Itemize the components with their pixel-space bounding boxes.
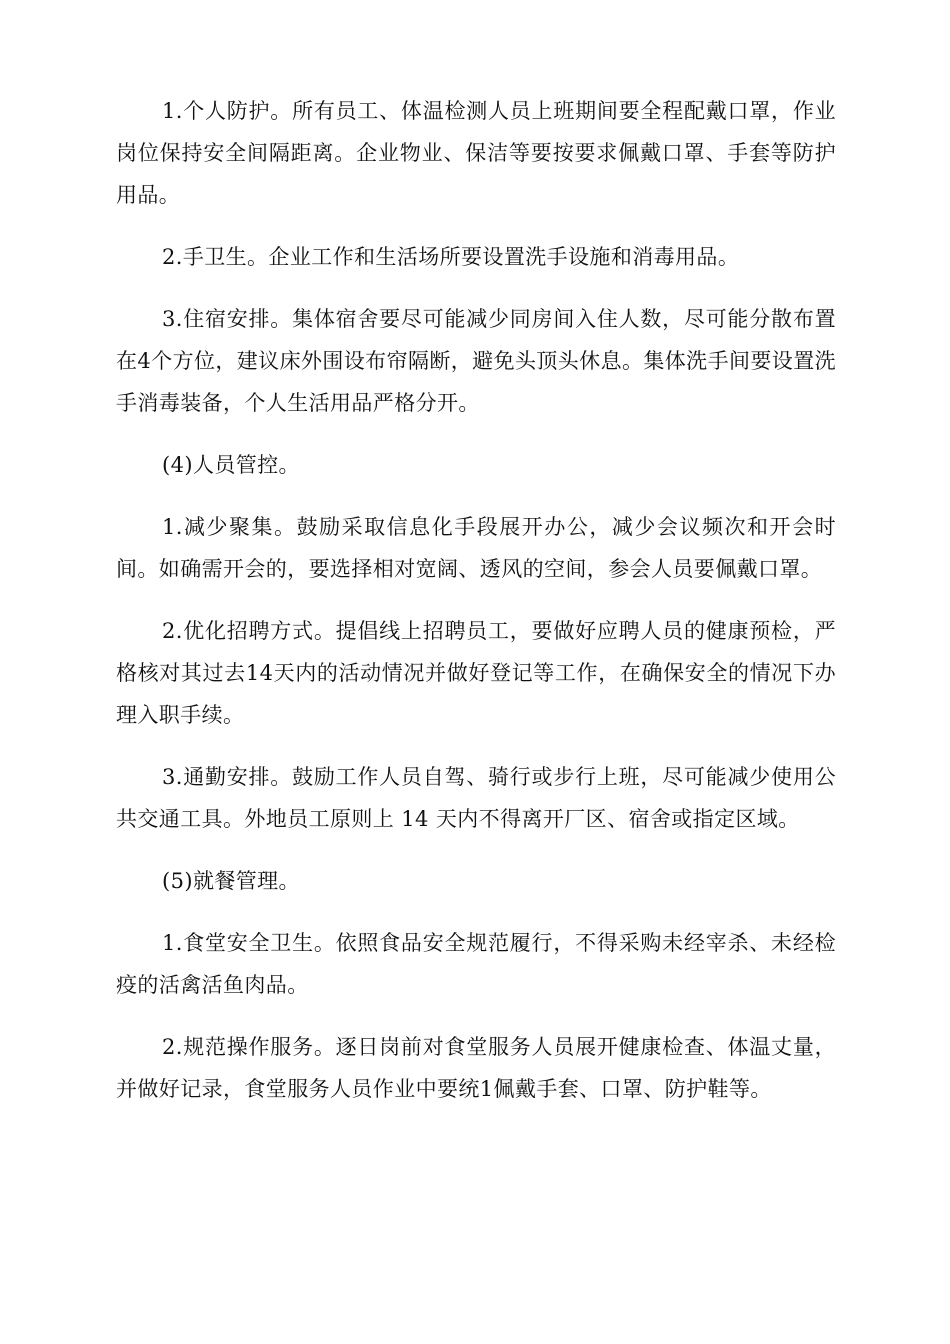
paragraph-commute: 3.通勤安排。鼓励工作人员自驾、骑行或步行上班，尽可能减少使用公共交通工具。外地员工原则上 14 天内不得离开厂区、宿舍或指定区域。 [116,765,836,831]
section-heading-personnel-control: (4)人员管控。 [162,453,300,477]
paragraph-standard-service: 2.规范操作服务。逐日岗前对食堂服务人员展开健康检查、体温丈量，并做好记录，食堂服务人员作业中要统1佩戴手套、口罩、防护鞋等。 [116,1035,836,1101]
paragraph-hand-hygiene: 2.手卫生。企业工作和生活场所要设置洗手设施和消毒用品。 [162,245,740,269]
paragraph-accommodation: 3.住宿安排。集体宿舍要尽可能减少同房间入住人数，尽可能分散布置在4个方位，建议床外围设布帘隔断，避免头顶头休息。集体洗手间要设置洗手消毒装备，个人生活用品严格分开。 [116,307,836,415]
paragraph-canteen-safety: 1.食堂安全卫生。依照食品安全规范履行，不得采购未经宰杀、未经检疫的活禽活鱼肉品。 [116,931,836,997]
section-heading-dining-management: (5)就餐管理。 [162,869,300,893]
paragraph-personal-protection: 1.个人防护。所有员工、体温检测人员上班期间要全程配戴口罩，作业岗位保持安全间隔距离。企业物业、保洁等要按要求佩戴口罩、手套等防护用品。 [116,99,836,207]
paragraph-recruitment: 2.优化招聘方式。提倡线上招聘员工，要做好应聘人员的健康预检，严格核对其过去14天内的活动情况并做好登记等工作，在确保安全的情况下办理入职手续。 [116,619,836,727]
paragraph-reduce-gathering: 1.减少聚集。鼓励采取信息化手段展开办公，减少会议频次和开会时间。如确需开会的，要选择相对宽阔、透风的空间，参会人员要佩戴口罩。 [116,515,836,581]
